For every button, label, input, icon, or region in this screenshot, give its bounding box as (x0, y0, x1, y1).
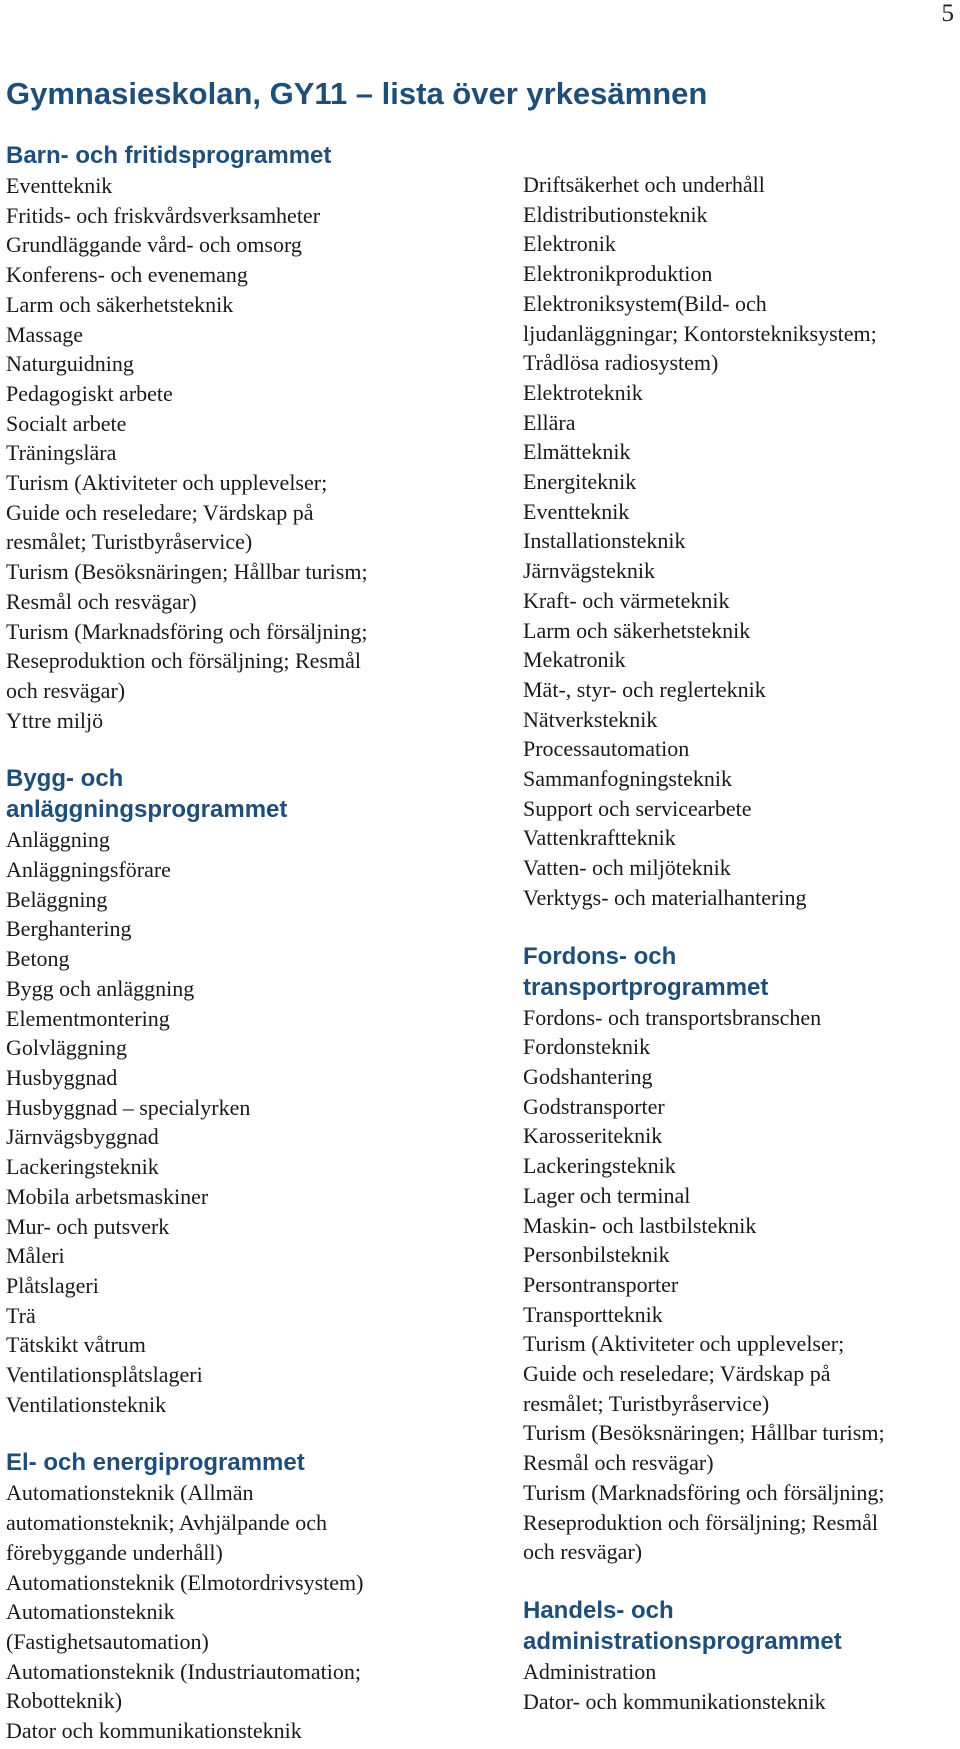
section-heading-barn-och-fritid: Barn- och fritidsprogrammet (6, 142, 332, 169)
subject-item: Automationsteknik (Industriautomation; (6, 1658, 362, 1684)
subject-item: Transportteknik (523, 1301, 663, 1327)
subject-item: Larm och säkerhetsteknik (523, 617, 751, 643)
subject-item: och resvägar) (6, 677, 126, 703)
subject-item: Larm och säkerhetsteknik (6, 291, 234, 317)
subject-item: Resmål och resvägar) (6, 588, 197, 614)
page-number: 5 (941, 0, 954, 27)
subject-item: Lager och terminal (523, 1182, 691, 1208)
subject-item: Kraft- och värmeteknik (523, 587, 730, 613)
subject-item: Guide och reseledare; Värdskap på (523, 1361, 831, 1387)
subject-item: Lackeringsteknik (523, 1153, 676, 1179)
section-heading-el-och-energi: El- och energiprogrammet (6, 1449, 305, 1477)
subject-list-el-och-energi (6, 1478, 484, 1745)
section-heading-line: anläggningsprogrammet (6, 796, 288, 824)
subject-item: Mekatronik (523, 647, 626, 673)
section-heading-line: Fordons- och (523, 942, 677, 970)
section-spacer (523, 913, 959, 941)
subject-item: Guide och reseledare; Värdskap på (6, 499, 314, 525)
subject-item: Elektroniksystem(Bild- och (523, 290, 767, 316)
subject-item: Anläggning (6, 827, 110, 853)
subject-item: Måleri (6, 1243, 65, 1269)
subject-item: Energiteknik (523, 469, 637, 495)
subject-item: Maskin- och lastbilsteknik (523, 1212, 757, 1238)
subject-list-barn-och-fritid (6, 171, 484, 735)
section-spacer (6, 735, 484, 763)
subject-item: Trådlösa radiosystem) (523, 350, 719, 376)
subject-item: Husbyggnad (6, 1064, 118, 1090)
subject-item: Dator och kommunikationsteknik (6, 1718, 302, 1744)
right-column (523, 170, 959, 1716)
subject-item: Betong (6, 946, 70, 972)
subject-item: Elektronik (523, 231, 616, 257)
subject-item: Yttre miljö (6, 707, 104, 733)
subject-item: Mät-, styr- och reglerteknik (523, 676, 766, 702)
subject-item: Turism (Besöksnäringen; Hållbar turism; (523, 1420, 885, 1446)
subject-item: Sammanfogningsteknik (523, 766, 732, 792)
subject-item: Eldistributionsteknik (523, 201, 708, 227)
subject-item: Pedagogiskt arbete (6, 380, 173, 406)
subject-item: Lackeringsteknik (6, 1154, 159, 1180)
subject-item: Robotteknik) (6, 1688, 123, 1714)
section-heading-handel-och-administration (523, 1595, 959, 1657)
subject-item: resmålet; Turistbyråservice) (6, 529, 253, 555)
subject-item: Resmål och resvägar) (523, 1450, 714, 1476)
subject-item: ljudanläggningar; Kontorstekniksystem; (523, 320, 877, 346)
subject-item: Massage (6, 321, 83, 347)
subject-item: Installationsteknik (523, 528, 686, 554)
subject-item: Anläggningsförare (6, 857, 171, 883)
subject-item: Golvläggning (6, 1035, 127, 1061)
subject-item: Reseproduktion och försäljning; Resmål (6, 648, 361, 674)
subject-item: Driftsäkerhet och underhåll (523, 172, 765, 197)
subject-item: Plåtslageri (6, 1272, 99, 1298)
subject-list-handel-och-administration (523, 1657, 959, 1716)
subject-item: Beläggning (6, 886, 108, 912)
subject-item: Turism (Aktiviteter och upplevelser; (6, 470, 328, 496)
section-spacer (6, 1419, 484, 1447)
subject-item: och resvägar) (523, 1539, 643, 1565)
subject-item: Konferens- och evenemang (6, 262, 248, 288)
subject-item: Godshantering (523, 1063, 653, 1089)
subject-list-fordon-och-transport (523, 1003, 959, 1567)
subject-item: Vattenkraftteknik (523, 825, 676, 851)
subject-item: Dator- och kommunikationsteknik (523, 1688, 826, 1714)
subject-item: Processautomation (523, 736, 690, 762)
subject-item: Persontransporter (523, 1271, 679, 1297)
subject-item: Ellära (523, 409, 576, 435)
subject-item: Träningslära (6, 440, 117, 466)
subject-item: Vatten- och miljöteknik (523, 855, 731, 881)
subject-item: Elementmontering (6, 1005, 170, 1031)
document-title: Gymnasieskolan, GY11 – lista över yrkesämnen (6, 76, 708, 111)
subject-item: Socialt arbete (6, 410, 127, 436)
section-heading-line: Bygg- och (6, 765, 124, 793)
subject-list-el-och-energi-continued (523, 170, 959, 913)
subject-item: Verktygs- och materialhantering (523, 884, 807, 910)
subject-item: Karosseriteknik (523, 1123, 663, 1149)
subject-item: Berghantering (6, 916, 132, 942)
subject-item: Husbyggnad – specialyrken (6, 1094, 251, 1120)
subject-item: Eventteknik (6, 173, 113, 198)
subject-list-bygg-och-anlaggning (6, 825, 484, 1419)
subject-item: Automationsteknik (Allmän (6, 1480, 254, 1506)
subject-item: Turism (Marknadsföring och försäljning; (6, 618, 368, 644)
section-heading-line: Handels- och (523, 1596, 674, 1624)
subject-item: Fordonsteknik (523, 1034, 651, 1060)
subject-item: Automationsteknik (6, 1599, 175, 1625)
subject-item: Grundläggande vård- och omsorg (6, 232, 302, 258)
subject-item: Elektroteknik (523, 379, 643, 405)
subject-item: Järnvägsbyggnad (6, 1124, 159, 1150)
subject-item: Tätskikt våtrum (6, 1332, 146, 1358)
subject-item: Fordons- och transportsbranschen (523, 1004, 822, 1030)
subject-item: Elmätteknik (523, 439, 631, 465)
subject-item: Ventilationsteknik (6, 1391, 167, 1417)
subject-item: Mobila arbetsmaskiner (6, 1183, 209, 1209)
subject-item: (Fastighetsautomation) (6, 1628, 209, 1654)
subject-item: Automationsteknik (Elmotordrivsystem) (6, 1569, 364, 1595)
subject-item: Fritids- och friskvårdsverksamheter (6, 202, 321, 228)
subject-item: Administration (523, 1658, 657, 1684)
subject-item: Järnvägsteknik (523, 558, 655, 584)
subject-item: automationsteknik; Avhjälpande och (6, 1510, 327, 1536)
subject-item: Support och servicearbete (523, 795, 752, 821)
section-heading-line: administrationsprogrammet (523, 1627, 842, 1655)
section-heading-fordon-och-transport (523, 941, 959, 1003)
subject-item: Personbilsteknik (523, 1242, 670, 1268)
section-heading-line: transportprogrammet (523, 973, 769, 1001)
subject-item: Elektronikproduktion (523, 261, 713, 287)
subject-item: Ventilationsplåtslageri (6, 1362, 203, 1388)
subject-item: Nätverksteknik (523, 706, 658, 732)
subject-item: Trä (6, 1302, 36, 1328)
left-column (6, 140, 484, 1746)
subject-item: förebyggande underhåll) (6, 1539, 223, 1565)
subject-item: Reseproduktion och försäljning; Resmål (523, 1509, 878, 1535)
section-heading-bygg-och-anlaggning (6, 763, 484, 825)
subject-item: Turism (Besöksnäringen; Hållbar turism; (6, 559, 368, 585)
subject-item: Naturguidning (6, 351, 134, 377)
subject-item: Bygg och anläggning (6, 975, 195, 1001)
section-spacer (523, 1567, 959, 1595)
subject-item: Eventteknik (523, 498, 630, 524)
subject-item: Turism (Marknadsföring och försäljning; (523, 1479, 885, 1505)
subject-item: Turism (Aktiviteter och upplevelser; (523, 1331, 845, 1357)
subject-item: Mur- och putsverk (6, 1213, 170, 1239)
subject-item: resmålet; Turistbyråservice) (523, 1390, 770, 1416)
subject-item: Godstransporter (523, 1093, 665, 1119)
